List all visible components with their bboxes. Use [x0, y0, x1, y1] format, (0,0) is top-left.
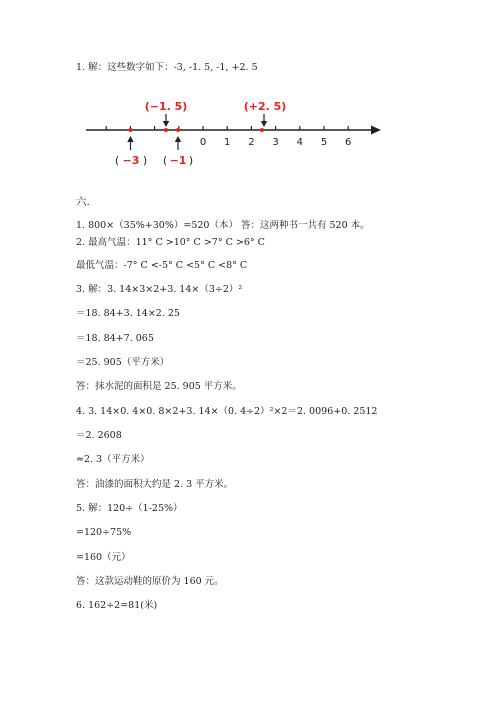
label-neg-1: −1 — [169, 154, 187, 167]
answer-line: 答：油漆的面积大约是 2. 3 平方米。 — [76, 479, 234, 490]
tick-label: 0 — [199, 137, 207, 148]
answer-line: ＝2. 2608 — [76, 430, 122, 441]
number-line-diagram — [0, 0, 500, 180]
point-neg-1 — [176, 128, 180, 132]
question-1-answer: 1. 解：这些数字如下：-3, -1. 5, -1, +2. 5 — [76, 62, 258, 73]
paren-open-neg-1: ( — [162, 154, 168, 167]
answer-line: 2. 最高气温：11° C >10° C >7° C >6° C — [76, 237, 265, 248]
arrowhead-neg-1-5 — [163, 121, 169, 127]
answer-line: 答：抹水泥的面积是 25. 905 平方米。 — [76, 381, 242, 392]
label-pos-2-5: (+2. 5) — [243, 100, 287, 113]
tick-label: 3 — [272, 137, 279, 148]
point-neg-3 — [129, 128, 133, 132]
answer-line: =160（元） — [76, 552, 131, 563]
answer-line: ＝18. 84+7. 065 — [76, 333, 154, 344]
arrowhead-pos-2-5 — [261, 121, 267, 127]
tick-label: 2 — [248, 137, 255, 148]
answer-line: ＝25. 905（平方米） — [76, 357, 170, 368]
paren-close-neg-1: ) — [188, 154, 194, 167]
tick-label: 4 — [296, 137, 303, 148]
tick-label: 5 — [320, 137, 328, 148]
label-neg-3: −3 — [122, 154, 140, 167]
answer-line: ≈2. 3（平方米） — [76, 454, 150, 465]
point-neg-1-5 — [164, 128, 168, 132]
answer-line: 答：这款运动鞋的原价为 160 元。 — [76, 576, 224, 587]
answer-line: 1. 800×（35%+30%）=520（本） 答：这两种书一共有 520 本。 — [76, 220, 370, 231]
answer-line: 3. 解：3. 14×3×2+3. 14×（3÷2）² — [76, 284, 243, 295]
section-heading: 六. — [76, 196, 90, 208]
label-neg-1-5: (−1. 5) — [144, 100, 188, 113]
axis-arrowhead — [371, 126, 381, 135]
answer-line: ＝18. 84+3. 14×2. 25 — [76, 308, 180, 319]
point-pos-2-5 — [260, 128, 264, 132]
tick-label: 6 — [345, 137, 352, 148]
answer-line: 5. 解：120÷（1-25%） — [76, 503, 183, 514]
answer-line: =120÷75% — [76, 527, 132, 538]
answer-line: 6. 162÷2=81(米) — [76, 600, 158, 611]
tick-label: 1 — [224, 137, 231, 148]
paren-open-neg-3: ( — [114, 154, 120, 167]
paren-close-neg-3: ) — [142, 154, 148, 167]
answer-line: 最低气温：-7° C <-5° C <5° C <8° C — [76, 260, 248, 271]
answer-line: 4. 3. 14×0. 4×0. 8×2+3. 14×（0. 4÷2）²×2＝2. 0096+0. 2512 — [76, 406, 378, 417]
tick-labels — [200, 137, 352, 148]
